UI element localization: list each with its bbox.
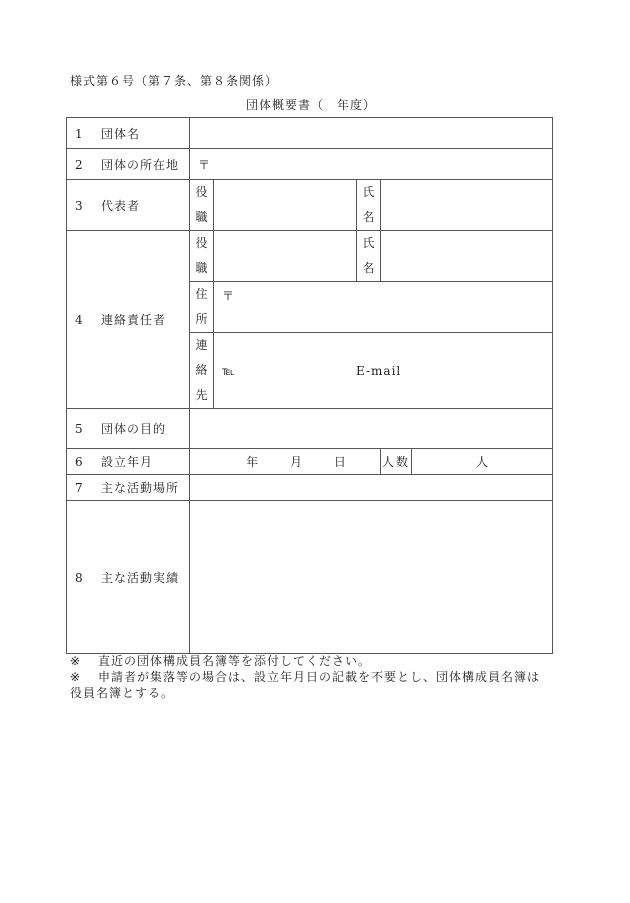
row-label-address: 団体の所在地	[101, 157, 180, 172]
established-date-input[interactable]	[190, 449, 381, 475]
row-number: 7	[75, 481, 83, 495]
purpose-input-cell[interactable]	[190, 409, 553, 449]
person-unit-label: 人	[476, 455, 489, 469]
row-number: 3	[75, 198, 83, 213]
row-contact-person	[67, 231, 553, 282]
note-1-text: 直近の団体構成員名簿等を添付してください。	[98, 654, 372, 668]
row-address	[67, 149, 553, 180]
row-number: 6	[75, 455, 83, 469]
note-2-continuation: 役員名簿とする。	[70, 686, 175, 700]
position-label: 役 職	[190, 231, 214, 282]
note-2	[70, 668, 540, 685]
members-input[interactable]	[412, 449, 553, 475]
row-representative	[67, 180, 553, 231]
postal-mark-icon: 〒	[198, 157, 211, 172]
tel-label: ℡	[222, 363, 235, 378]
note-mark: ※	[70, 654, 82, 668]
row-label-activity-place: 主な活動場所	[101, 481, 180, 495]
row-number: 5	[75, 422, 83, 436]
members-label: 人数	[381, 449, 412, 475]
row-label-representative: 代表者	[101, 198, 141, 213]
day-label: 日	[333, 455, 346, 469]
address-label: 住 所	[190, 282, 214, 333]
postal-mark-icon: 〒	[222, 289, 235, 303]
row-number: 8	[75, 570, 83, 585]
label-cell	[67, 501, 190, 654]
year-label: 年	[246, 455, 259, 469]
label-cell	[67, 231, 190, 409]
note-1	[70, 652, 371, 669]
form-number: 様式第６号（第７条、第８条関係）	[70, 74, 279, 88]
row-activity-place	[67, 475, 553, 501]
contact-name-input[interactable]	[381, 231, 553, 282]
representative-name-input[interactable]	[381, 180, 553, 231]
note-2-text-line1: 申請者が集落等の場合は、設立年月日の記載を不要とし、団体構成員名簿は	[98, 670, 541, 684]
activity-place-input[interactable]	[190, 475, 553, 501]
label-cell	[67, 449, 190, 475]
row-activity-record	[67, 501, 553, 654]
label-cell	[67, 118, 190, 149]
label-cell	[67, 475, 190, 501]
row-number: 4	[75, 313, 83, 327]
note-mark: ※	[70, 670, 82, 684]
month-label: 月	[289, 455, 302, 469]
group-name-input-cell[interactable]	[190, 118, 553, 149]
name-label: 氏 名	[357, 231, 381, 282]
row-purpose	[67, 409, 553, 449]
label-cell	[67, 409, 190, 449]
contact-position-input[interactable]	[214, 231, 357, 282]
label-cell	[67, 180, 190, 231]
contact-info-input[interactable]	[214, 333, 553, 409]
document-title: 団体概要書（ 年度）	[246, 98, 377, 112]
row-number: 2	[75, 157, 83, 172]
activity-record-input[interactable]	[190, 501, 553, 654]
row-label-purpose: 団体の目的	[101, 422, 167, 436]
row-group-name	[67, 118, 553, 149]
row-label-activity-record: 主な活動実績	[101, 570, 180, 585]
row-number: 1	[75, 126, 83, 141]
row-label-established: 設立年月	[101, 455, 154, 469]
contact-label: 連 絡 先	[190, 333, 214, 409]
row-label-group-name: 団体名	[101, 126, 141, 141]
name-label: 氏 名	[357, 180, 381, 231]
label-cell	[67, 149, 190, 180]
contact-address-input[interactable]	[214, 282, 553, 333]
position-label: 役 職	[190, 180, 214, 231]
address-input-cell[interactable]	[190, 149, 553, 180]
row-label-contact-person: 連絡責任者	[101, 313, 167, 327]
email-label: E-mail	[356, 363, 402, 378]
representative-position-input[interactable]	[214, 180, 357, 231]
row-established	[67, 449, 553, 475]
overview-form-table	[66, 117, 553, 654]
